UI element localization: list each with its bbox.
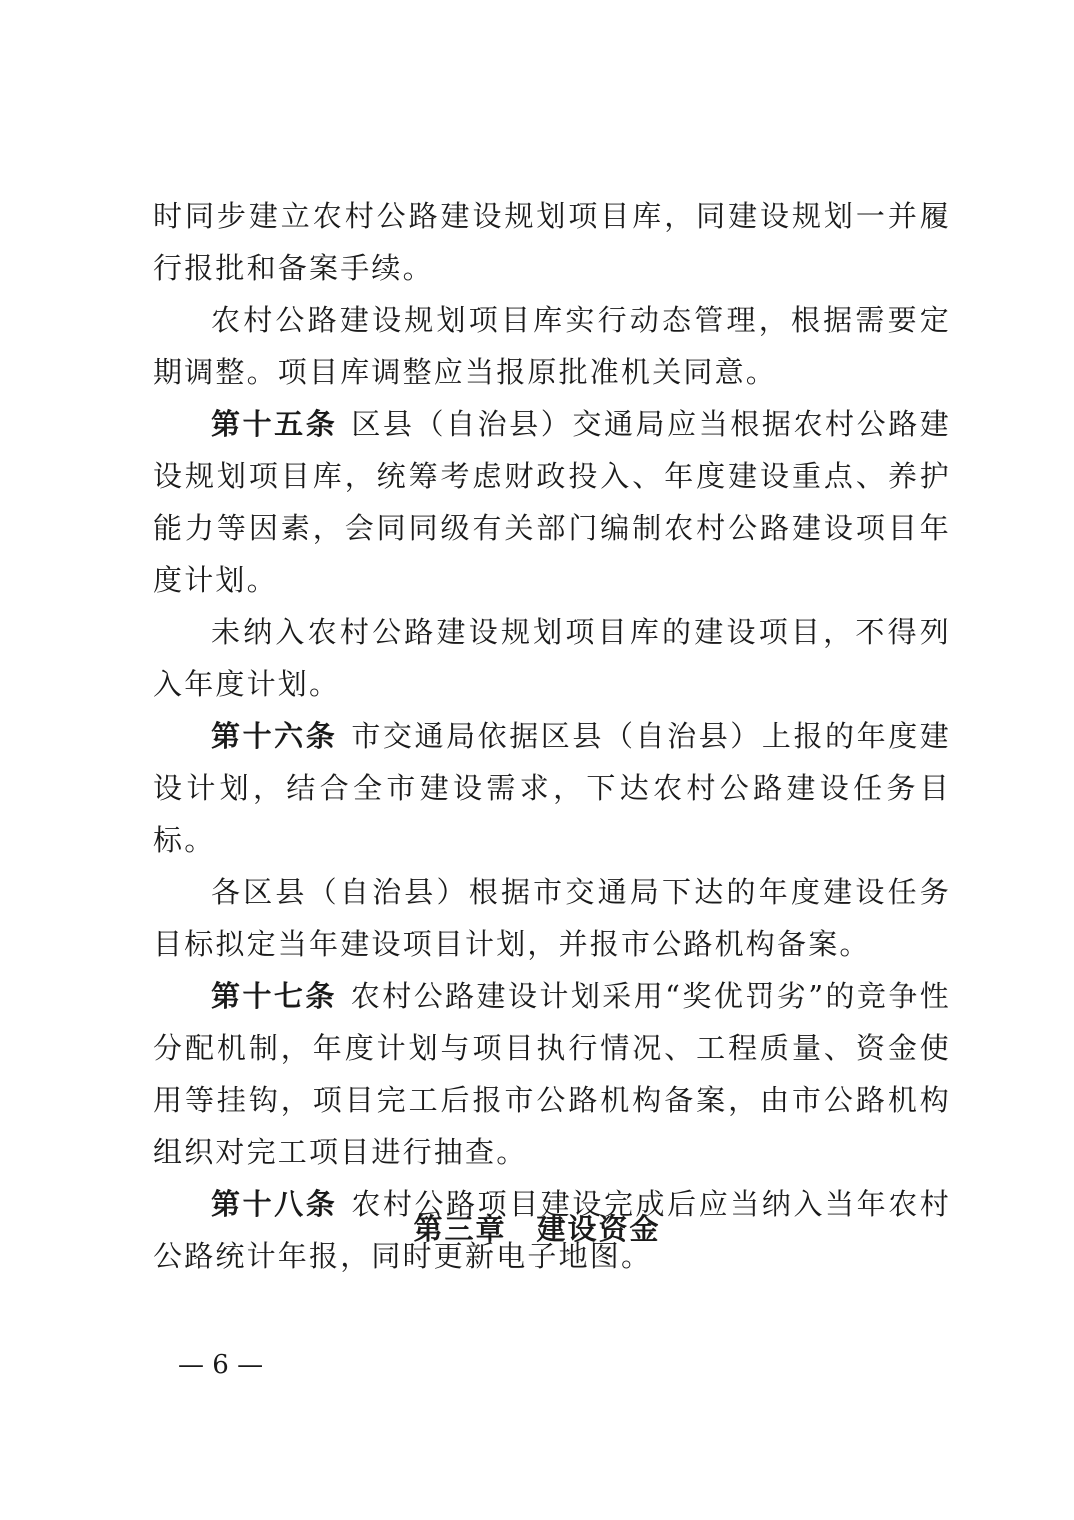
page-number: — 6 —: [178, 1350, 264, 1380]
paragraph-continuation: [153, 190, 951, 294]
paragraph-text: 农村公路项目建设完成后应当纳入当年农村公路统计年报，同时更新电子地图。: [153, 1187, 951, 1273]
article-16: [153, 710, 951, 866]
paragraph-text: 未纳入农村公路建设规划项目库的建设项目，不得列入年度计划。: [153, 615, 951, 701]
article-15: [153, 398, 951, 606]
paragraph-not-included-projects: [153, 606, 951, 710]
chapter-title: 建设资金: [536, 1212, 661, 1246]
body-text: [153, 190, 951, 1282]
article-number: 第十七条: [211, 979, 337, 1013]
chapter-number: 第三章: [413, 1212, 507, 1246]
paragraph-text: 区县（自治县）交通局应当根据农村公路建设规划项目库，统筹考虑财政投入、年度建设重点、养护能力等因素，会同同级有关部门编制农村公路建设项目年度计划。: [153, 407, 951, 597]
paragraph-text: 时同步建立农村公路建设规划项目库，同建设规划一并履行报批和备案手续。: [153, 199, 951, 285]
article-17: [153, 970, 951, 1178]
paragraph-text: 农村公路建设计划采用“奖优罚劣”的竞争性分配机制，年度计划与项目执行情况、工程质量、资金使用等挂钩，项目完工后报市公路机构备案，由市公路机构组织对完工项目进行抽查。: [153, 979, 951, 1169]
paragraph-text: 农村公路建设规划项目库实行动态管理，根据需要定期调整。项目库调整应当报原批准机关同意。: [153, 303, 951, 389]
article-number: 第十五条: [211, 407, 338, 441]
paragraph-text: 市交通局依据区县（自治县）上报的年度建设计划，结合全市建设需求，下达农村公路建设任务目标。: [153, 719, 951, 857]
article-number: 第十六条: [211, 719, 338, 753]
paragraph-text: 各区县（自治县）根据市交通局下达的年度建设任务目标拟定当年建设项目计划，并报市公路机构备案。: [153, 875, 951, 961]
paragraph-project-library-management: [153, 294, 951, 398]
paragraph-district-plans: [153, 866, 951, 970]
article-number: 第十八条: [211, 1187, 338, 1221]
chapter-heading: [0, 1207, 1074, 1251]
